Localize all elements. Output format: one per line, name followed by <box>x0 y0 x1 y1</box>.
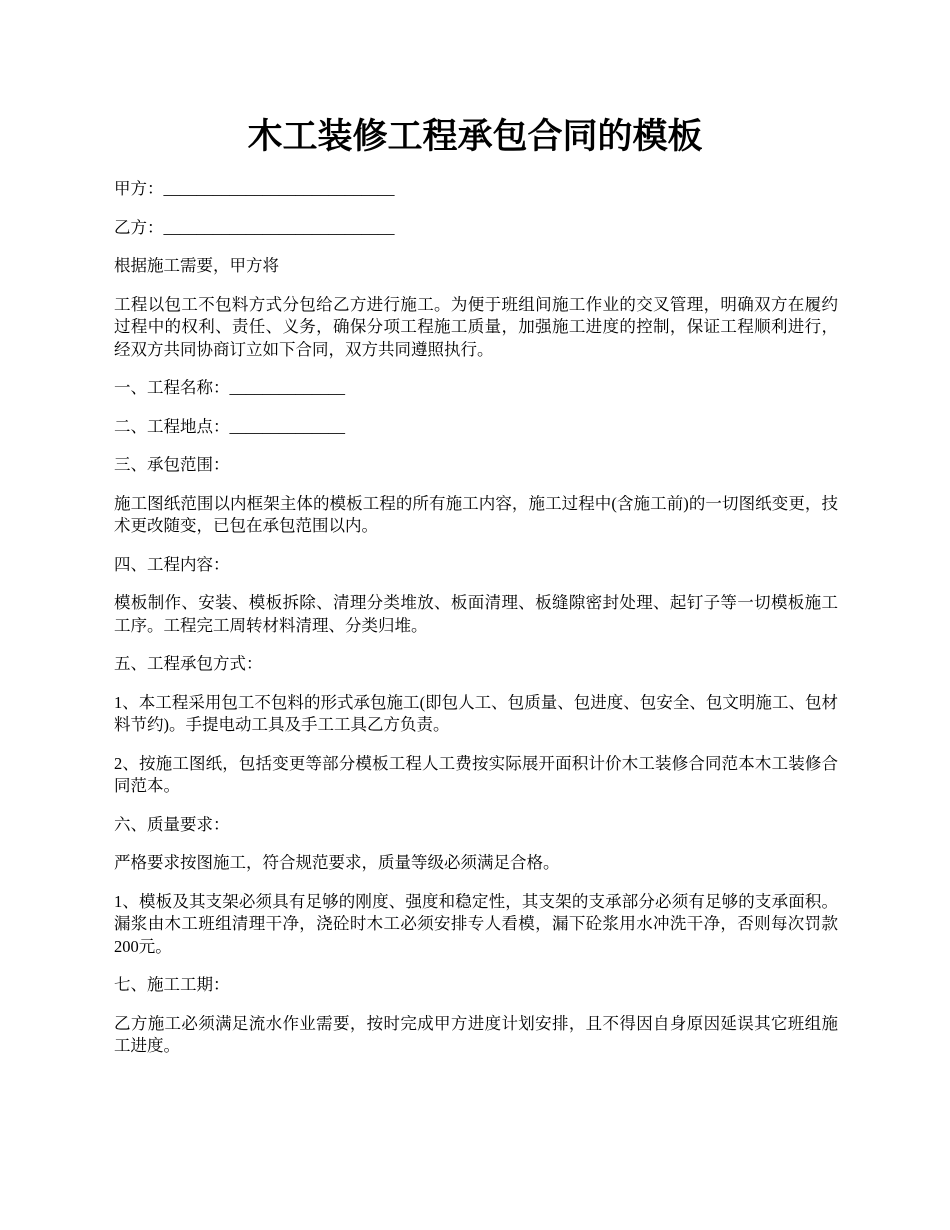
quality-item-1: 1、模板及其支架必须具有足够的刚度、强度和稳定性，其支架的支承部分必须有足够的支承面积。漏浆由木工班组清理干净，浇砼时木工必须安排专人看模，漏下砼浆用水冲洗干净，否则每次罚款200元。 <box>114 891 838 956</box>
intro-paragraph: 工程以包工不包料方式分包给乙方进行施工。为便于班组间施工作业的交叉管理，明确双方在履约过程中的权利、责任、义务，确保分项工程施工质量，加强施工进度的控制，保证工程顺利进行，经双方共同协商订立如下合同，双方共同遵照执行。 <box>114 294 838 359</box>
intro-line: 根据施工需要，甲方将 <box>114 256 279 275</box>
document-body <box>114 178 838 1074</box>
section-heading-content: 四、工程内容： <box>114 554 230 574</box>
section-project-location: 二、工程地点：______________ <box>114 416 345 436</box>
method-item-1: 1、本工程采用包工不包料的形式承包施工(即包人工、包质量、包进度、包安全、包文明施工、包材料节约)。手提电动工具及手工工具乙方负责。 <box>114 692 838 734</box>
schedule-paragraph: 乙方施工必须满足流水作业需要，按时完成甲方进度计划安排，且不得因自身原因延误其它班组施工进度。 <box>114 1013 838 1055</box>
section-project-name: 一、工程名称：______________ <box>114 378 345 397</box>
section-heading-schedule: 七、施工工期： <box>114 975 230 994</box>
quality-paragraph: 严格要求按图施工，符合规范要求，质量等级必须满足合格。 <box>114 853 560 872</box>
document-title: 木工装修工程承包合同的模板 <box>247 117 703 156</box>
scope-paragraph: 施工图纸范围以内框架主体的模板工程的所有施工内容，施工过程中(含施工前)的一切图纸变更，技术更改随变，已包在承包范围以内。 <box>114 493 838 535</box>
section-heading-scope: 三、承包范围： <box>114 455 230 474</box>
party-a-line: 甲方：____________________________ <box>114 179 395 198</box>
section-heading-method: 五、工程承包方式： <box>114 654 263 673</box>
section-heading-quality: 六、质量要求： <box>114 814 230 834</box>
party-b-line: 乙方：____________________________ <box>114 217 395 237</box>
content-paragraph: 模板制作、安装、模板拆除、清理分类堆放、板面清理、板缝隙密封处理、起钉子等一切模板施工工序。工程完工周转材料清理、分类归堆。 <box>114 593 838 635</box>
method-item-2: 2、按施工图纸，包括变更等部分模板工程人工费按实际展开面积计价木工装修合同范本木工装修合同范本。 <box>114 753 838 795</box>
